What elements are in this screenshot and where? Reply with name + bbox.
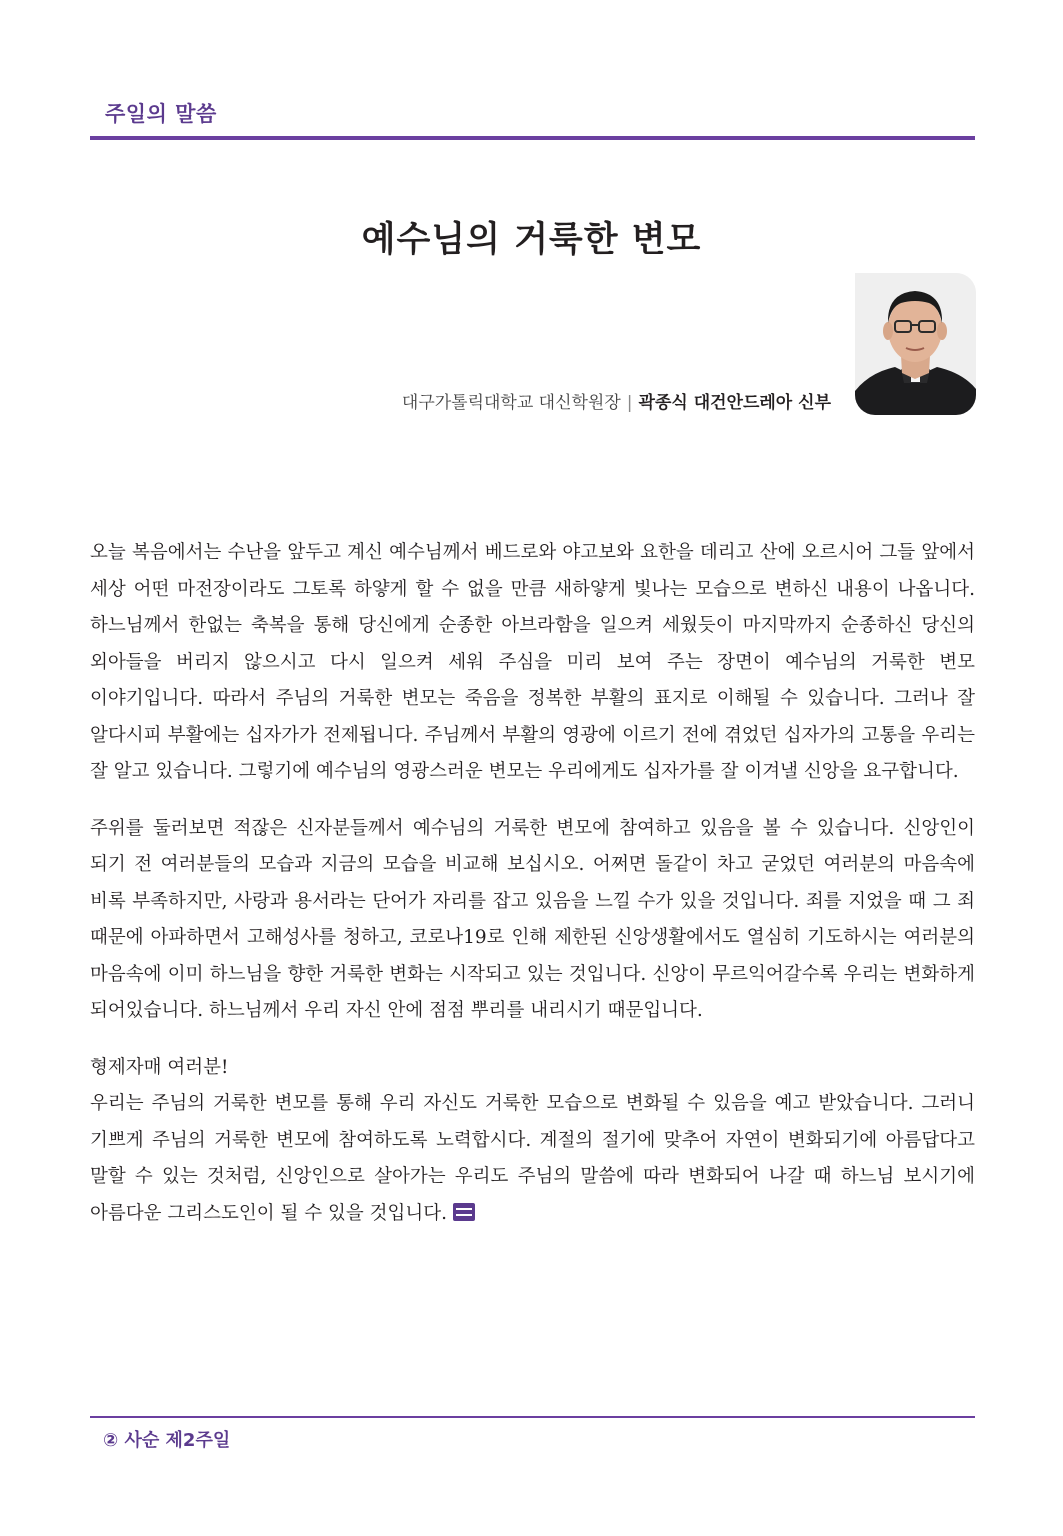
paragraph-text: 우리는 주님의 거룩한 변모를 통해 우리 자신도 거룩한 모습으로 변화될 수 있음을 예고 받았습니다. 그러니 기쁘게 주님의 거룩한 변모에 참여하도록 노력합시다. 계절의 절기에 맞추어 자연이 변화되기에 아름답다고 말할 수 있는 것처럼, 신앙인으로 살아가는 우리도 주님의 말씀에 따라 변화되어 나갈 때 하느님 보시기에 아름다운 그리스도인이 될 수 있을 것입니다.: [90, 1093, 975, 1224]
paragraph: 주위를 둘러보면 적잖은 신자분들께서 예수님의 거룩한 변모에 참여하고 있음을 볼 수 있습니다. 신앙인이 되기 전 여러분들의 모습과 지금의 모습을 비교해 보십시오. 어쩌면 돌같이 차고 굳었던 여러분의 마음속에 비록 부족하지만, 사랑과 용서라는 단어가 자리를 잡고 있음을 느낄 수가 있을 것입니다. 죄를 지었을 때 그 죄 때문에 아파하면서 고해성사를 청하고, 코로나19로 인해 제한된 신앙생활에서도 열심히 기도하시는 여러분의 마음속에 이미 하느님을 향한 거룩한 변화는 시작되고 있는 것입니다. 신앙이 무르익어갈수록 우리는 변화하게 되어있습니다. 하느님께서 우리 자신 안에 점점 뿌리를 내리시기 때문입니다.: [90, 817, 975, 1021]
author-affiliation: 대구가톨릭대학교 대신학원장: [401, 393, 621, 413]
page-footer: ② 사순 제2주일: [103, 1430, 231, 1451]
byline-separator: |: [626, 393, 633, 413]
author-name: 곽종식 대건안드레아 신부: [638, 393, 831, 413]
author-photo: [855, 273, 976, 415]
footer-rule: [90, 1416, 975, 1418]
paragraph: [90, 1086, 975, 1232]
paragraph-greeting: 형제자매 여러분!: [90, 1056, 229, 1078]
paragraph: 오늘 복음에서는 수난을 앞두고 계신 예수님께서 베드로와 야고보와 요한을 데리고 산에 오르시어 그들 앞에서 세상 어떤 마전장이라도 그토록 하얗게 할 수 없을 만큼 새하얗게 빛나는 모습으로 변하신 내용이 나옵니다. 하느님께서 한없는 축복을 통해 당신에게 순종한 아브라함을 일으켜 세웠듯이 마지막까지 순종하신 당신의 외아들을 버리지 않으시고 다시 일으켜 세워 주심을 미리 보여 주는 장면이 예수님의 거룩한 변모 이야기입니다. 따라서 주님의 거룩한 변모는 죽음을 정복한 부활의 표지로 이해될 수 있습니다. 그러나 잘 알다시피 부활에는 십자가가 전제됩니다. 주님께서 부활의 영광에 이르기 전에 겪었던 십자가의 고통을 우리는 잘 알고 있습니다. 그렇기에 예수님의 영광스러운 변모는 우리에게도 십자가를 잘 이겨낼 신앙을 요구합니다.: [90, 542, 975, 782]
byline: [402, 388, 831, 413]
article-body: [90, 535, 975, 1252]
header-rule: [90, 136, 975, 140]
end-mark-icon: [453, 1203, 475, 1221]
article-title: 예수님의 거룩한 변모: [361, 220, 702, 260]
section-label: 주일의 말씀: [105, 102, 217, 126]
